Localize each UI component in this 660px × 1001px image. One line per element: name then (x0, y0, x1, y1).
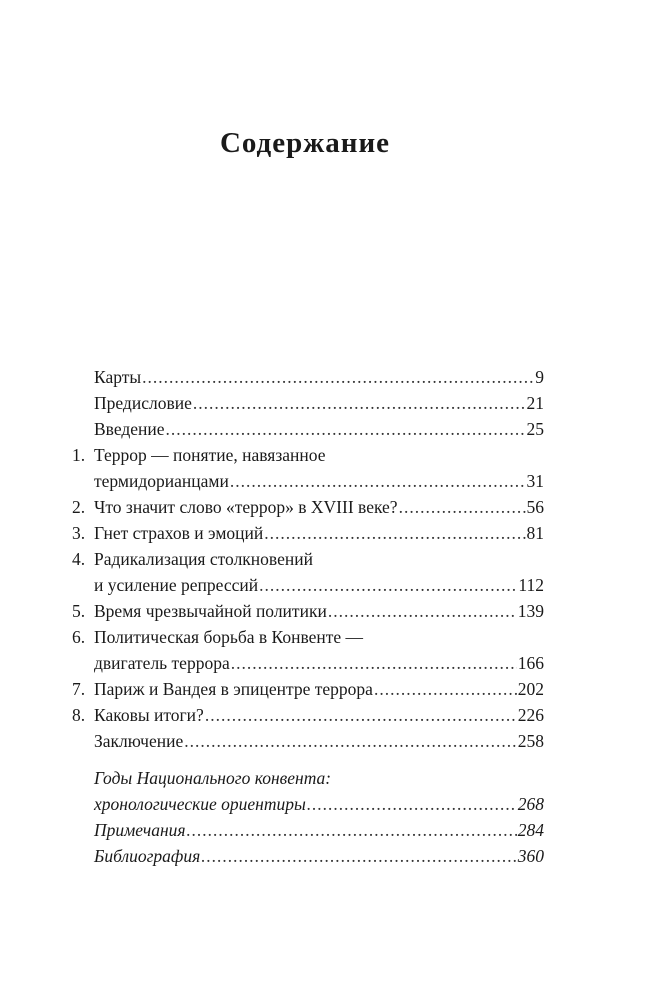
dot-leader (231, 650, 517, 676)
entry-title: термидорианцами (94, 471, 229, 491)
page-title: Содержание (219, 127, 391, 160)
entry-title: двигатель террора (94, 653, 230, 673)
dot-leader (264, 520, 525, 546)
entry-page: 268 (517, 794, 544, 814)
toc-entry-chapter-1[interactable] (72, 442, 544, 494)
dot-leader (230, 468, 526, 494)
entry-page: 25 (526, 419, 544, 439)
entry-page: 258 (517, 731, 544, 751)
dot-leader (374, 676, 517, 702)
entry-page: 112 (518, 575, 544, 595)
entry-page: 202 (517, 679, 544, 699)
entry-number: 5. (72, 601, 86, 621)
entry-title: Время чрезвычайной политики (94, 601, 327, 621)
section-gap (72, 754, 544, 765)
dot-leader (328, 598, 517, 624)
entry-title-line: Террор — понятие, навязанное (94, 445, 326, 465)
dot-leader (259, 572, 517, 598)
entry-title: Предисловие (94, 393, 192, 413)
toc-entry-chapter-7[interactable] (72, 676, 544, 702)
entry-title: Заключение (94, 731, 184, 751)
entry-title: Библиография (94, 846, 201, 866)
entry-number: 8. (72, 705, 86, 725)
toc-entry-preface[interactable] (72, 390, 544, 416)
toc-entry-chapter-8[interactable] (72, 702, 544, 728)
dot-leader (142, 364, 534, 390)
dot-leader (205, 702, 517, 728)
entry-page: 284 (517, 820, 544, 840)
dot-leader (166, 416, 526, 442)
entry-title: Что значит слово «террор» в XVIII веке? (94, 497, 398, 517)
entry-title: Каковы итоги? (94, 705, 204, 725)
entry-title: Карты (94, 367, 142, 387)
entry-page: 81 (526, 523, 544, 543)
entry-title: и усиление репрессий (94, 575, 259, 595)
toc-entry-chronology[interactable] (72, 765, 544, 817)
entry-title: Введение (94, 419, 165, 439)
entry-number: 1. (72, 445, 86, 465)
entry-number: 3. (72, 523, 86, 543)
dot-leader (184, 728, 517, 754)
entry-page: 21 (526, 393, 544, 413)
toc-entry-maps[interactable] (72, 364, 544, 390)
dot-leader (187, 817, 517, 843)
entry-title-line: Радикализация столкновений (94, 549, 313, 569)
entry-title-line: Политическая борьба в Конвенте — (94, 627, 364, 647)
entry-number: 2. (72, 497, 86, 517)
entry-number: 4. (72, 549, 86, 569)
toc-entry-notes[interactable] (72, 817, 544, 843)
toc-entry-introduction[interactable] (72, 416, 544, 442)
toc-entry-chapter-2[interactable] (72, 494, 544, 520)
dot-leader (307, 791, 517, 817)
entry-number: 6. (72, 627, 86, 647)
table-of-contents (72, 364, 544, 869)
entry-title: Париж и Вандея в эпицентре террора (94, 679, 373, 699)
entry-page: 139 (517, 601, 544, 621)
entry-page: 56 (526, 497, 544, 517)
entry-page: 360 (517, 846, 544, 866)
dot-leader (399, 494, 526, 520)
entry-title: Гнет страхов и эмоций (94, 523, 264, 543)
entry-page: 166 (517, 653, 544, 673)
toc-entry-chapter-6[interactable] (72, 624, 544, 676)
dot-leader (193, 390, 526, 416)
toc-entry-conclusion[interactable] (72, 728, 544, 754)
entry-title: хронологические ориентиры (94, 794, 306, 814)
dot-leader (201, 843, 517, 869)
entry-page: 226 (517, 705, 544, 725)
toc-entry-chapter-3[interactable] (72, 520, 544, 546)
entry-title: Примечания (94, 820, 186, 840)
entry-page: 9 (535, 367, 544, 387)
entry-page: 31 (526, 471, 544, 491)
entry-title-line: Годы Национального конвента: (94, 768, 332, 788)
toc-entry-chapter-4[interactable] (72, 546, 544, 598)
toc-entry-chapter-5[interactable] (72, 598, 544, 624)
entry-number: 7. (72, 679, 86, 699)
toc-entry-bibliography[interactable] (72, 843, 544, 869)
